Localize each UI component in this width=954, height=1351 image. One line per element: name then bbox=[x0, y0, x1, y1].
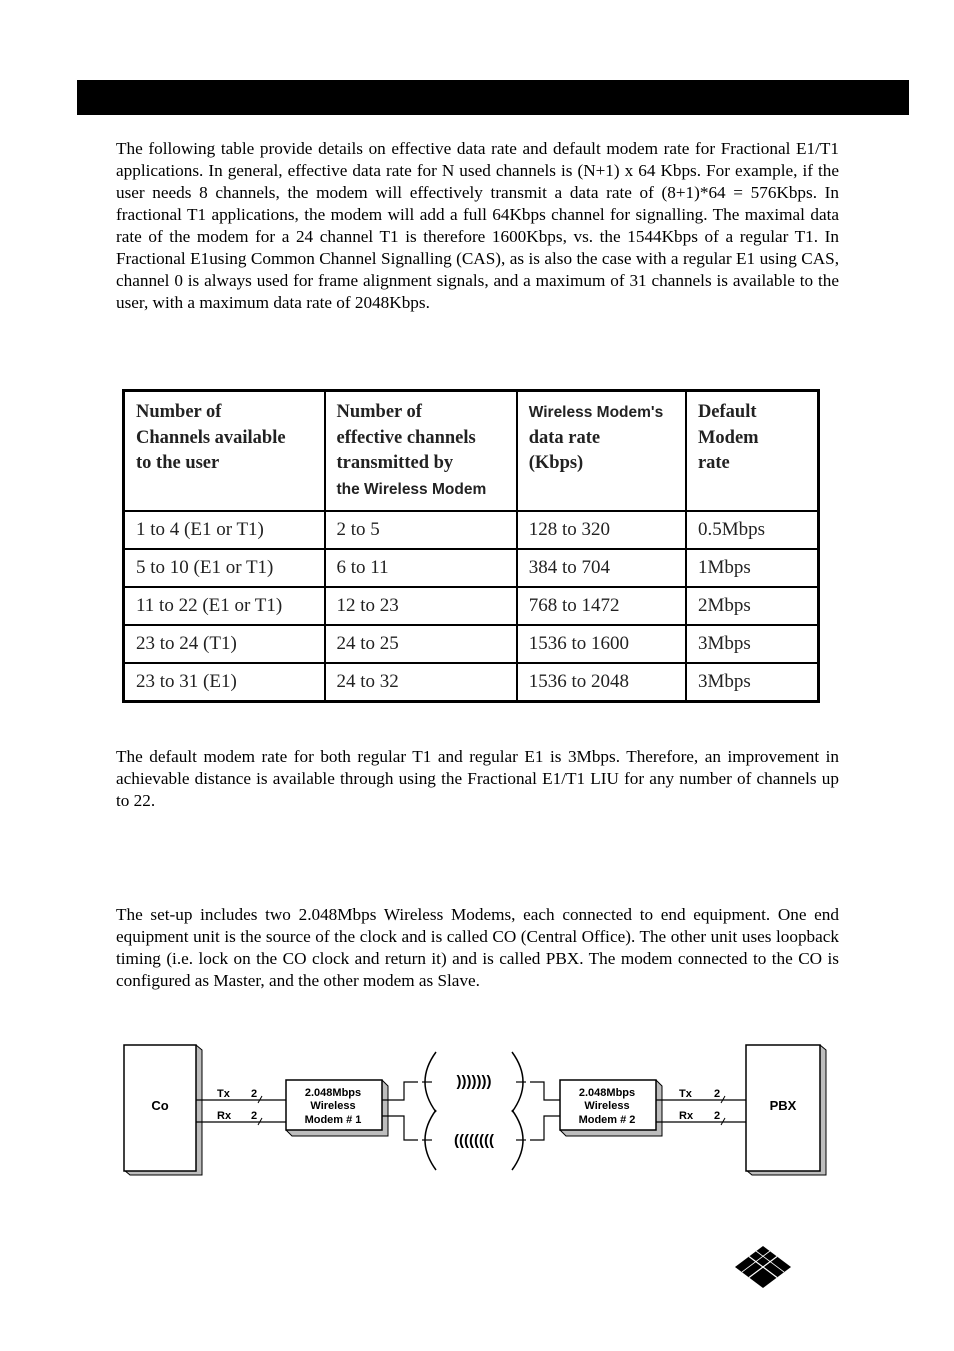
table-cell: 128 to 320 bbox=[517, 511, 686, 549]
black-box-logo-icon bbox=[732, 1244, 794, 1290]
co-label: Co bbox=[151, 1098, 169, 1113]
setup-diagram bbox=[118, 1038, 832, 1182]
pbx-label: PBX bbox=[769, 1098, 797, 1113]
table-cell: 23 to 31 (E1) bbox=[124, 663, 325, 702]
default-rate-paragraph: The default modem rate for both regular T1 and regular E1 is 3Mbps. Therefore, an improvement in achievable distance is available through using the Fractional E1/T1 LIU for any number of channels up to 22. bbox=[116, 747, 839, 810]
channel-rate-table bbox=[122, 389, 820, 703]
table-row bbox=[124, 625, 819, 663]
table-cell: 384 to 704 bbox=[517, 549, 686, 587]
antenna-icon bbox=[512, 1110, 526, 1170]
rx-count-left: 2 bbox=[251, 1110, 258, 1122]
table-row bbox=[124, 549, 819, 587]
table-cell: 2 to 5 bbox=[325, 511, 517, 549]
radio-wave-left: (((((((( bbox=[454, 1132, 494, 1149]
pbx-unit bbox=[746, 1045, 826, 1175]
table-cell: 5 to 10 (E1 or T1) bbox=[124, 549, 325, 587]
modem-2-line: Modem # 2 bbox=[578, 1114, 636, 1126]
header-default-modem-rate: Default Modem rate bbox=[686, 391, 819, 512]
section-header-bar bbox=[77, 80, 909, 115]
rx-count-right: 2 bbox=[714, 1110, 721, 1122]
table-cell: 24 to 25 bbox=[325, 625, 517, 663]
rx-label-left: Rx bbox=[217, 1110, 232, 1122]
co-unit bbox=[124, 1045, 202, 1175]
modem-2-line: 2.048Mbps bbox=[578, 1087, 636, 1099]
table-cell: 1536 to 2048 bbox=[517, 663, 686, 702]
table-cell: 3Mbps bbox=[686, 625, 819, 663]
modem-1 bbox=[286, 1080, 388, 1136]
table-cell: 2Mbps bbox=[686, 587, 819, 625]
radio-wave-right: ))))))) bbox=[456, 1073, 492, 1090]
modem-2-line: Wireless bbox=[584, 1100, 630, 1112]
modem-2 bbox=[560, 1080, 662, 1136]
antenna-icon bbox=[422, 1052, 436, 1112]
header-channels-available: Number of Channels available to the user bbox=[124, 391, 325, 512]
header-effective-channels: Number of effective channels transmitted by the Wireless Modem bbox=[325, 391, 517, 512]
setup-paragraph: The set-up includes two 2.048Mbps Wireless Modems, each connected to end equipment. One end equipment unit is the source of the clock and is called CO (Central Office). The other unit uses loopback timing (i.e. lock on the CO clock and return it) and is called PBX. The modem connected to the CO is configured as Master, and the other modem as Slave. bbox=[116, 905, 839, 990]
table-cell: 6 to 11 bbox=[325, 549, 517, 587]
tx-label-right: Tx bbox=[679, 1088, 692, 1100]
table-cell: 0.5Mbps bbox=[686, 511, 819, 549]
tx-label-left: Tx bbox=[217, 1088, 230, 1100]
table-cell: 1Mbps bbox=[686, 549, 819, 587]
tx-count-right: 2 bbox=[714, 1088, 721, 1100]
modem-1-line: 2.048Mbps bbox=[304, 1087, 362, 1099]
modem-1-line: Wireless bbox=[310, 1100, 356, 1112]
table-cell: 1536 to 1600 bbox=[517, 625, 686, 663]
table-row bbox=[124, 511, 819, 549]
table-cell: 1 to 4 (E1 or T1) bbox=[124, 511, 325, 549]
antenna-icon bbox=[422, 1110, 436, 1170]
table-cell: 12 to 23 bbox=[325, 587, 517, 625]
table-row bbox=[124, 587, 819, 625]
table-cell: 23 to 24 (T1) bbox=[124, 625, 325, 663]
table-cell: 24 to 32 bbox=[325, 663, 517, 702]
table-cell: 11 to 22 (E1 or T1) bbox=[124, 587, 325, 625]
tx-count-left: 2 bbox=[251, 1088, 258, 1100]
modem-1-line: Modem # 1 bbox=[304, 1114, 362, 1126]
header-modem-data-rate: Wireless Modem's data rate (Kbps) bbox=[517, 391, 686, 512]
rx-label-right: Rx bbox=[679, 1110, 694, 1122]
intro-paragraph: The following table provide details on effective data rate and default modem rate for Fractional E1/T1 applications. In general, effective data rate for N used channels is (N+1) x 64 Kbps. For example, if the user needs 8 channels, the modem will effectively transmit a data rate of (8+1)*64 = 576Kbps. In fractional T1 applications, the modem will add a full 64Kbps channel for signalling. The maximal data rate of the modem for a 24 channel T1 is therefore 1600Kbps, vs. the 1544Kbps of a regular T1. In Fractional E1using Common Channel Signalling (CAS), as is also the case with a regular E1 using CAS, channel 0 is always used for frame alignment signals, and a maximum of 31 channels is available to the user, with a maximum data rate of 2048Kbps. bbox=[116, 139, 839, 312]
table-row bbox=[124, 663, 819, 702]
table-cell: 3Mbps bbox=[686, 663, 819, 702]
table-header-row bbox=[124, 391, 819, 512]
table-cell: 768 to 1472 bbox=[517, 587, 686, 625]
antenna-icon bbox=[512, 1052, 526, 1112]
